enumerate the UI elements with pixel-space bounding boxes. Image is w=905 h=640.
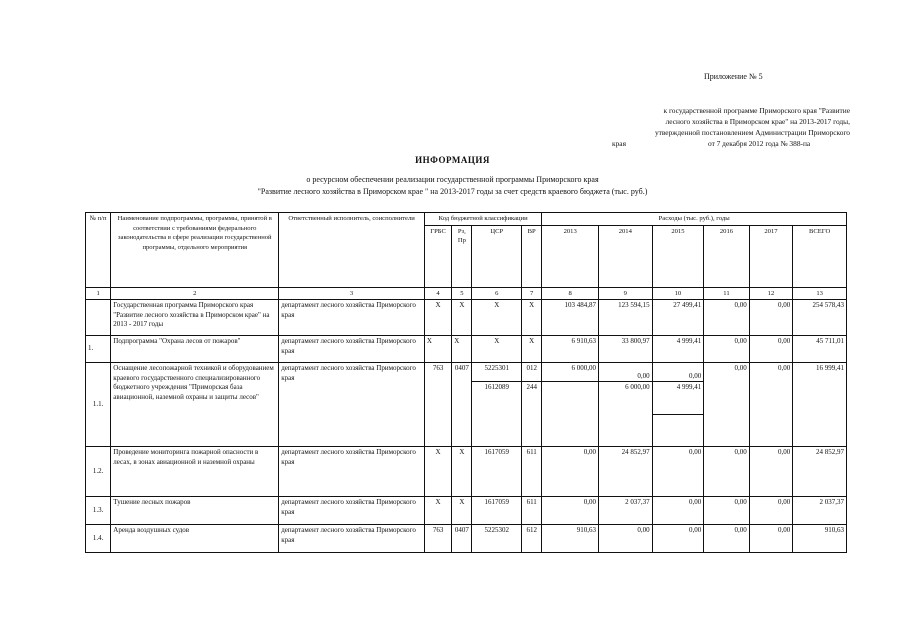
row-executor: департамент лесного хозяйства Приморского края [279, 447, 425, 497]
column-number: 4 [424, 287, 451, 300]
table-row [86, 525, 847, 553]
row-2017: 0,00 [749, 300, 793, 336]
row-csr: X [472, 300, 522, 336]
row-executor: департамент лесного хозяйства Приморского края [279, 300, 425, 336]
document-subtitle-1: о ресурсном обеспечении реализации государственной программы Приморского края [306, 175, 599, 184]
row-total: 45 711,01 [793, 336, 847, 363]
row-num: 1.4. [86, 525, 111, 553]
document-subtitle-2: "Развитие лесного хозяйства в Приморском крае " на 2013-2017 годы за счет средств краевого бюджета (тыс. руб.) [257, 187, 648, 196]
row-vr: 611 [522, 497, 542, 525]
row-rzpr: X [452, 497, 472, 525]
row-2014: 123 594,15 [598, 300, 652, 336]
row-vr [522, 363, 542, 447]
row-grbs: 763 [424, 525, 451, 553]
column-number: 12 [749, 287, 793, 300]
column-number: 13 [793, 287, 847, 300]
row-total: 16 999,41 [793, 363, 847, 447]
reference-line: лесного хозяйства в Приморском крае" на 2013-2017 годы, [665, 117, 850, 126]
row-2014-2: 6 000,00 [625, 383, 650, 391]
row-2015: 0,00 [652, 447, 704, 497]
row-2015 [652, 363, 704, 447]
approval-reference [590, 105, 850, 149]
row-2013: 6 910,63 [542, 336, 599, 363]
row-num: 1.3. [86, 497, 111, 525]
row-grbs: X [424, 497, 451, 525]
column-number: 8 [542, 287, 599, 300]
header-total: ВСЕГО [793, 225, 847, 287]
header-row-1 [86, 213, 847, 226]
row-2015-1: 0,00 [653, 363, 704, 382]
row-2013 [542, 363, 599, 447]
row-2015: 4 999,41 [652, 336, 704, 363]
row-vr-1: 012 [522, 363, 541, 382]
column-number: 3 [279, 287, 425, 300]
row-vr: 611 [522, 447, 542, 497]
column-numbers-row [86, 287, 847, 300]
row-2013: 0,00 [542, 497, 599, 525]
row-2014-1: 0,00 [599, 363, 652, 382]
header-num: № п/п [86, 213, 111, 288]
row-2016: 0,00 [704, 363, 750, 447]
header-name: Наименование подпрограммы, программы, принятой в соответствии с требованиями федерального законодательства в сфере реализации государственной программы, отдельного мероприятия [111, 213, 279, 288]
table-row [86, 447, 847, 497]
row-rzpr: X [452, 300, 472, 336]
row-2016: 0,00 [704, 525, 750, 553]
row-2016: 0,00 [704, 300, 750, 336]
header-vr: ВР [522, 225, 542, 287]
row-2017: 0,00 [749, 363, 793, 447]
row-num: 1.2. [86, 447, 111, 497]
row-2015-2: 4 999,41 [653, 382, 704, 415]
row-executor: департамент лесного хозяйства Приморского края [279, 525, 425, 553]
row-2013: 910,63 [542, 525, 599, 553]
row-2016: 0,00 [704, 336, 750, 363]
row-rzpr: 0407 [452, 363, 472, 447]
row-csr: X [472, 336, 522, 363]
header-csr: ЦСР [472, 225, 522, 287]
row-2017: 0,00 [749, 497, 793, 525]
row-2017: 0,00 [749, 525, 793, 553]
row-name: Аренда воздушных судов [111, 525, 279, 553]
column-number: 11 [704, 287, 750, 300]
reference-last-left: края [612, 139, 626, 148]
row-2014: 33 800,97 [598, 336, 652, 363]
row-csr [472, 363, 522, 447]
row-grbs: X [424, 447, 451, 497]
reference-line: утвержденной постановлением Администрации Приморского [654, 128, 850, 137]
row-2015: 27 499,41 [652, 300, 704, 336]
table-row [86, 300, 847, 336]
row-name: Проведение мониторинга пожарной опасности в лесах, в зонах авиационной и наземной охраны [111, 447, 279, 497]
row-name: Подпрограмма "Охрана лесов от пожаров" [111, 336, 279, 363]
row-total: 2 037,37 [793, 497, 847, 525]
row-num: 1.1. [86, 363, 111, 447]
row-2013-1: 6 000,00 [542, 363, 598, 382]
row-rzpr: 0407 [452, 525, 472, 553]
column-number: 9 [598, 287, 652, 300]
document-title: ИНФОРМАЦИЯ [415, 155, 490, 165]
row-vr-2: 244 [526, 383, 537, 391]
row-2016: 0,00 [704, 447, 750, 497]
resource-table [85, 212, 847, 553]
column-number: 6 [472, 287, 522, 300]
header-executor: Ответственный исполнитель, соисполнители [279, 213, 425, 288]
row-total: 254 578,43 [793, 300, 847, 336]
column-number: 5 [452, 287, 472, 300]
row-2014: 0,00 [598, 525, 652, 553]
column-number: 2 [111, 287, 279, 300]
appendix-label: Приложение № 5 [704, 72, 763, 81]
reference-last-right: от 7 декабря 2012 года № 388-па [707, 139, 811, 148]
reference-line-last [590, 138, 850, 149]
header-rzpr: Рз, Пр [452, 225, 472, 287]
row-name: Оснащение лесопожарной техникой и оборудованием краевого государственного специализированного бюджетного учреждения "Приморская база авиационной, наземной охраны и защиты лесов" [111, 363, 279, 447]
row-rzpr: X [452, 447, 472, 497]
row-csr: 1617059 [472, 497, 522, 525]
header-budget-code: Код бюджетной классификации [424, 213, 541, 226]
row-executor: департамент лесного хозяйства Приморского края [279, 363, 425, 447]
column-number: 10 [652, 287, 704, 300]
row-name: Тушение лесных пожаров [111, 497, 279, 525]
row-vr: X [522, 336, 542, 363]
row-csr-2: 1612089 [484, 383, 509, 391]
row-2013: 0,00 [542, 447, 599, 497]
header-expenses: Расходы (тыс. руб.), годы [542, 213, 847, 226]
header-2015: 2015 [652, 225, 704, 287]
row-name: Государственная программа Приморского края "Развитие лесного хозяйства в Приморском крае" на 2013 - 2017 годы [111, 300, 279, 336]
row-2017: 0,00 [749, 447, 793, 497]
table-row [86, 336, 847, 363]
row-grbs: 763 [424, 363, 451, 447]
header-grbs: ГРБС [424, 225, 451, 287]
row-executor: департамент лесного хозяйства Приморского края [279, 336, 425, 363]
row-total: 24 852,97 [793, 447, 847, 497]
row-vr: 612 [522, 525, 542, 553]
column-number: 1 [86, 287, 111, 300]
row-csr: 5225302 [472, 525, 522, 553]
reference-line: к государственной программе Приморского края "Развитие [663, 106, 850, 115]
row-executor: департамент лесного хозяйства Приморского края [279, 497, 425, 525]
row-2017: 0,00 [749, 336, 793, 363]
column-number: 7 [522, 287, 542, 300]
row-num: 1. [86, 336, 111, 363]
row-2013: 103 484,87 [542, 300, 599, 336]
row-2016: 0,00 [704, 497, 750, 525]
row-rzpr: X [452, 336, 472, 363]
row-2014 [598, 363, 652, 447]
header-2016: 2016 [704, 225, 750, 287]
row-grbs: X [424, 336, 451, 363]
row-2015: 0,00 [652, 525, 704, 553]
row-grbs: X [424, 300, 451, 336]
row-2014: 2 037,37 [598, 497, 652, 525]
row-2014: 24 852,97 [598, 447, 652, 497]
table-row [86, 363, 847, 447]
header-2013: 2013 [542, 225, 599, 287]
header-2014: 2014 [598, 225, 652, 287]
header-2017: 2017 [749, 225, 793, 287]
row-total: 910,63 [793, 525, 847, 553]
table-row [86, 497, 847, 525]
row-csr-1: 5225301 [472, 363, 521, 382]
row-num [86, 300, 111, 336]
row-csr: 1617059 [472, 447, 522, 497]
row-vr: X [522, 300, 542, 336]
row-2015: 0,00 [652, 497, 704, 525]
